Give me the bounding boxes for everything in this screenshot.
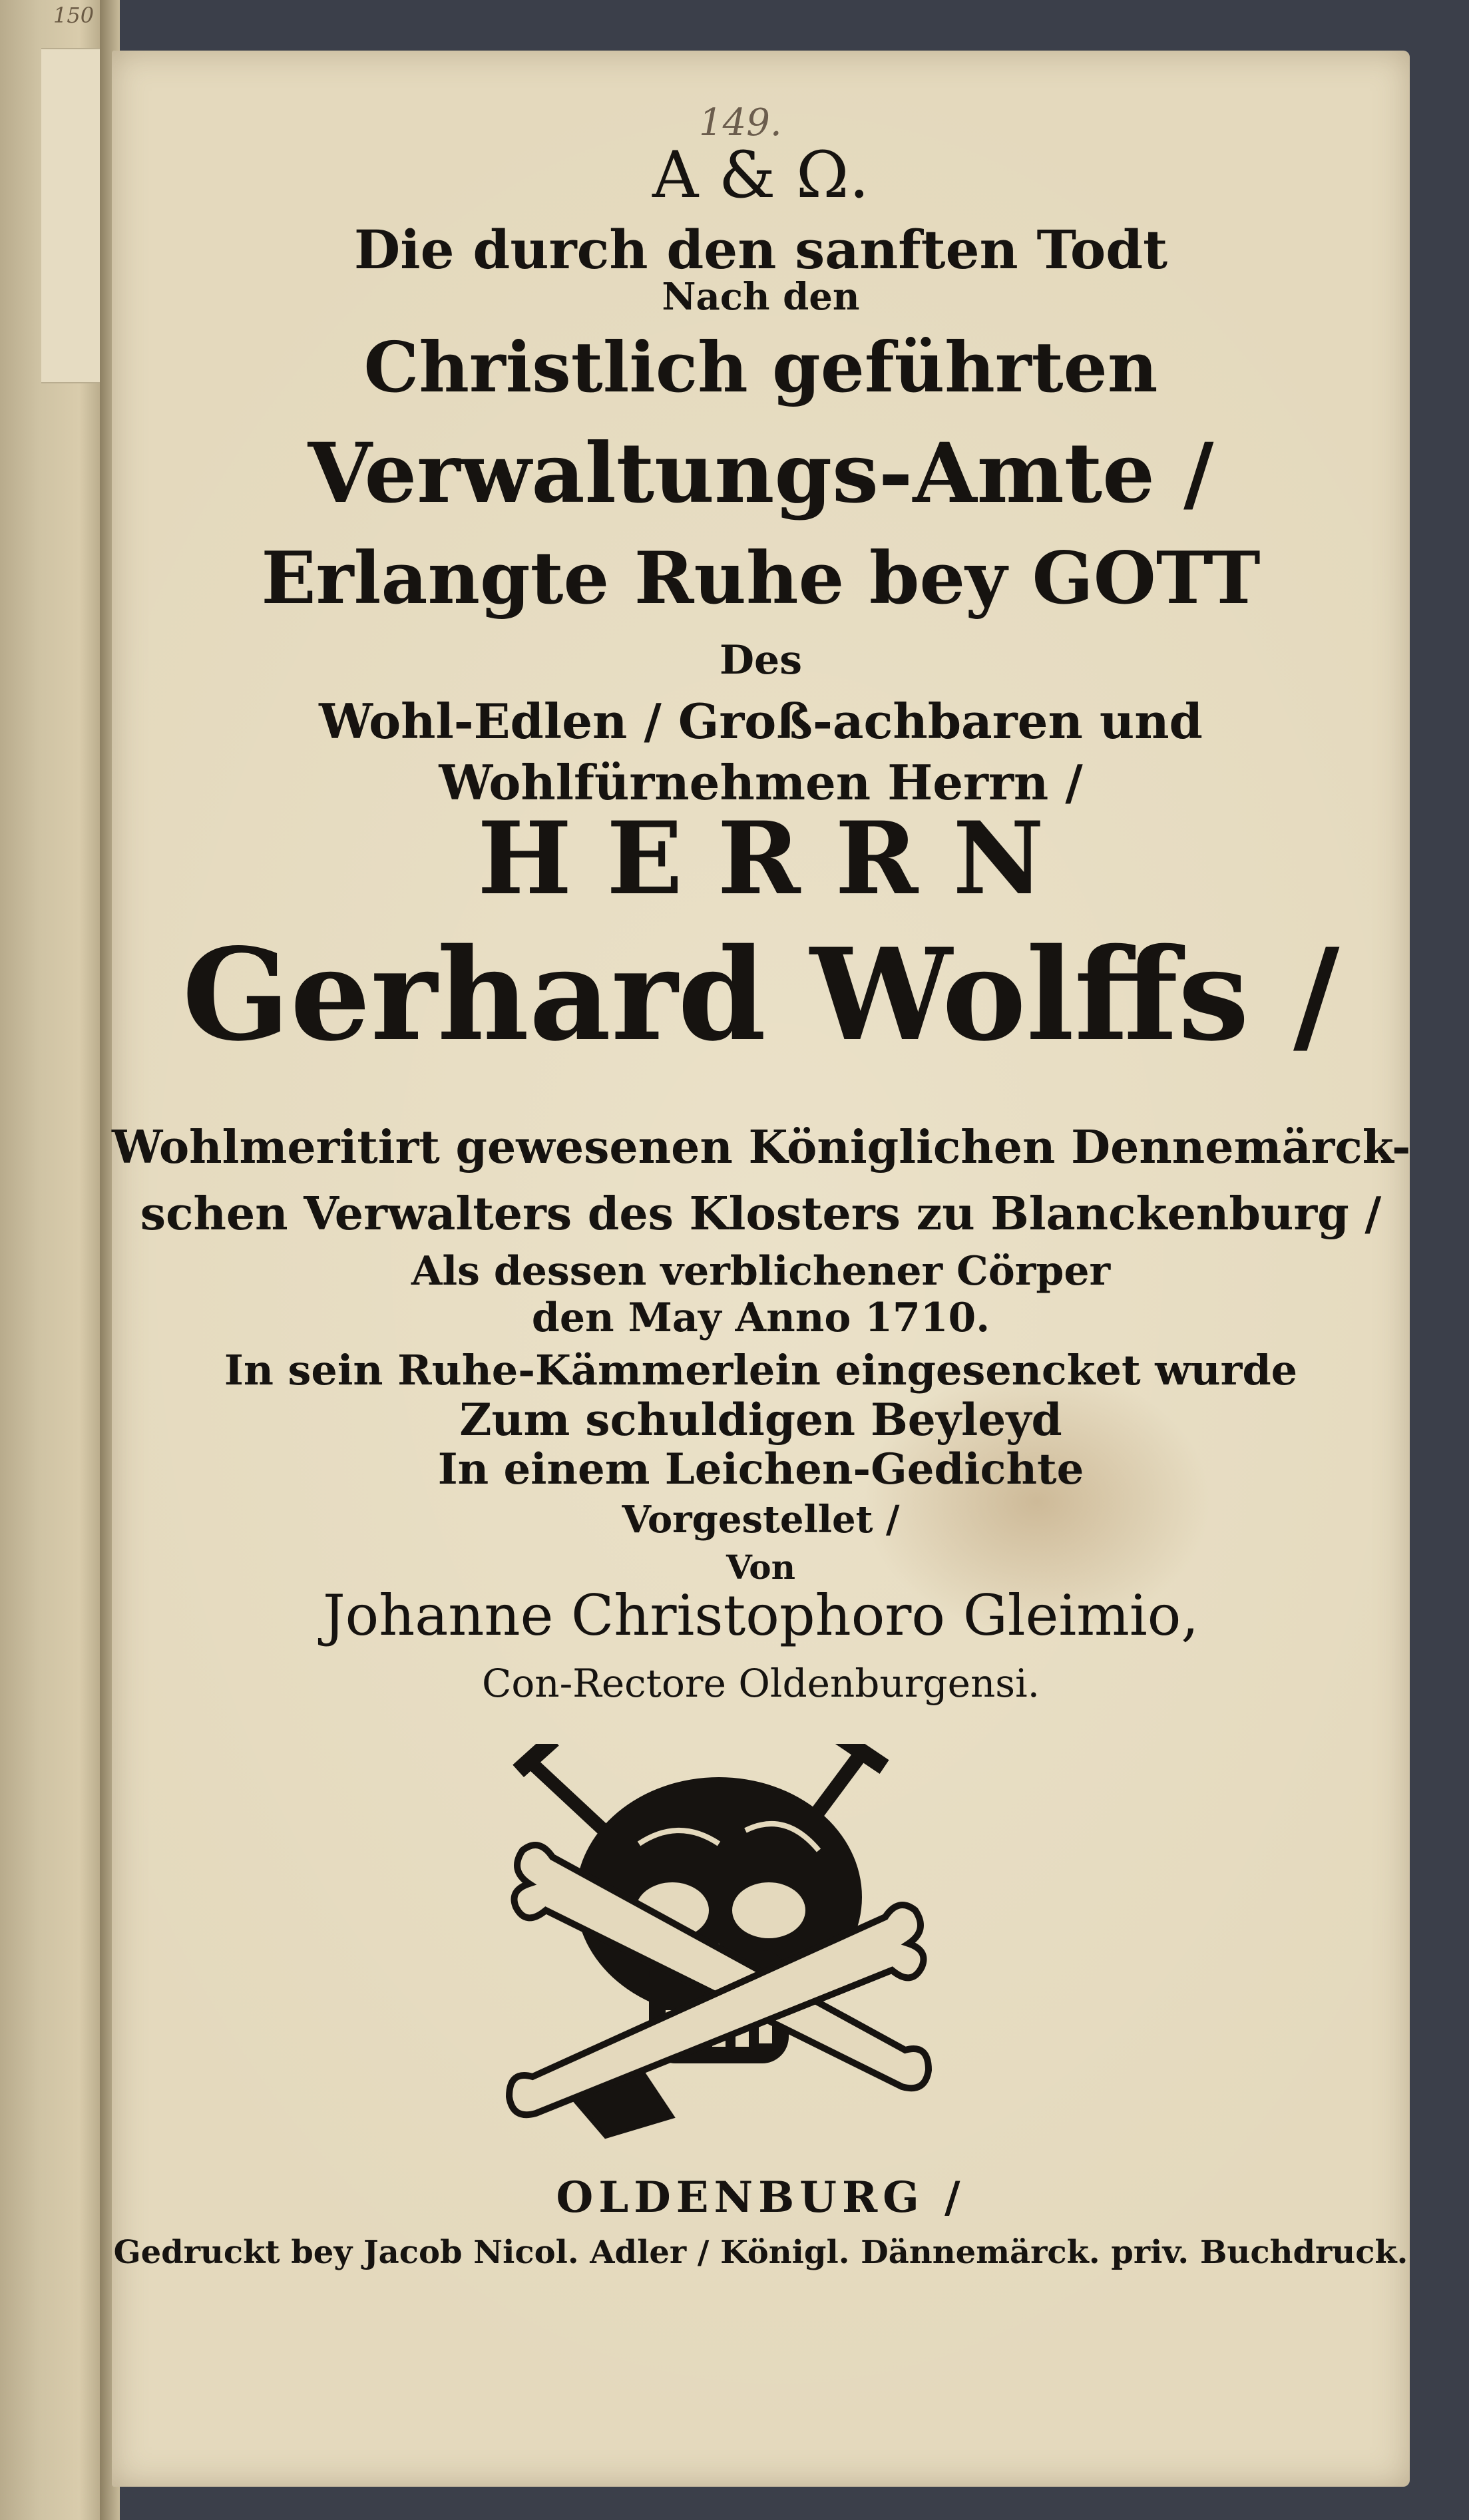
title-line-3: Nach den <box>662 275 860 319</box>
title-line-9: Wohlfürnehmen Herrn / <box>439 754 1083 811</box>
title-line-16: In sein Ruhe-Kämmerlein eingesencket wurde <box>224 1346 1298 1394</box>
title-line-5: Verwaltungs-Amte / <box>308 425 1214 522</box>
imprint-printer: Gedruckt bey Jacob Nicol. Adler / Königl. Dännemärck. priv. Buchdruck. <box>113 2234 1408 2271</box>
title-line-19: Vorgestellet / <box>622 1498 900 1542</box>
title-line-8: Wohl-Edlen / Groß-achbaren und <box>319 693 1203 749</box>
title-line-18: In einem Leichen-Gedichte <box>437 1444 1084 1494</box>
title-line-14: Als dessen verblichener Cörper <box>411 1248 1111 1295</box>
author-title: Con-Rectore Oldenburgensi. <box>481 1661 1040 1706</box>
title-line-12: Wohlmeritirt gewesenen Königlichen Dennemärck- <box>112 1121 1411 1174</box>
title-line-name: Gerhard Wolffs / <box>182 921 1340 1069</box>
left-page-edge <box>0 0 113 2520</box>
title-line-herrn: H E R R N <box>477 800 1044 917</box>
page-number: 149. <box>699 101 782 144</box>
title-line-6: Erlangte Ruhe bey GOTT <box>261 536 1261 620</box>
author-name: Johanne Christophoro Gleimio, <box>322 1583 1199 1648</box>
title-line-17: Zum schuldigen Beyleyd <box>459 1394 1062 1446</box>
title-line-13: schen Verwalters des Klosters zu Blanckenburg / <box>140 1187 1382 1241</box>
corner-note: 150 <box>53 3 95 28</box>
skull-crossbones-with-spade-emblem <box>506 1744 932 2157</box>
title-line-2: Die durch den sanften Todt <box>353 218 1168 281</box>
title-line-alpha-omega: A & Ω. <box>652 138 869 212</box>
title-line-von: Von <box>726 1548 795 1587</box>
title-line-4: Christlich geführten <box>363 326 1158 408</box>
imprint-place: OLDENBURG / <box>556 2173 966 2222</box>
title-line-date: den May Anno 1710. <box>531 1295 990 1341</box>
title-line-7: Des <box>720 637 802 684</box>
